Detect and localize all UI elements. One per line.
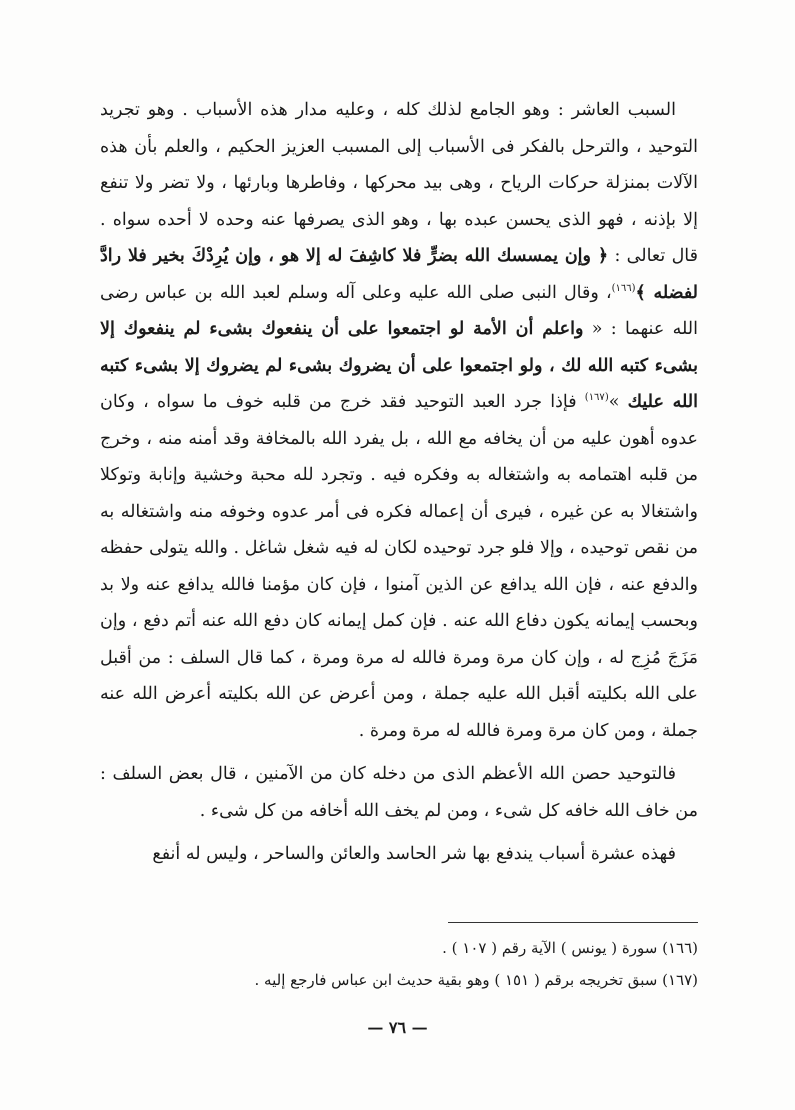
paragraph-3 [100, 836, 698, 873]
quoted-text: واعلم أن الأمة لو اجتمعوا على أن ينفعوك بشىء لم ينفعوك إلا بشىء كتبه الله لك ، ولو اجتمعوا على أن يضروك بشىء لم يضروك إلا بشىء كتبه الله عليك [100, 319, 698, 412]
text-run: فهذه عشرة أسباب يندفع بها شر الحاسد والعائن والساحر ، وليس له أنفع [152, 844, 676, 864]
paragraph-1 [100, 92, 698, 749]
text-run: فالتوحيد حصن الله الأعظم الذى من دخله كان من الآمنين ، قال بعض السلف : من خاف الله خافه كل شىء ، ومن لم يخف الله أخافه من كل شىء . [100, 764, 698, 821]
footnote-166: (١٦٦) سورة ( يونس ) الآية رقم ( ١٠٧ ) . [442, 939, 698, 957]
page-number: — ٧٦ — [367, 1018, 428, 1037]
quoted-text: ﴿ وإن يمسسك الله بضرٍّ فلا كاشِفَ له إلا هو ، وإن يُرِدْكَ بخير فلا رادَّ لفضله ﴾ [100, 246, 698, 303]
paragraph-2 [100, 756, 698, 829]
main-text [100, 92, 698, 873]
text-run: » [608, 392, 628, 412]
footnote-divider [448, 922, 698, 923]
footnote-167: (١٦٧) سبق تخريجه برقم ( ١٥١ ) وهو بقية حديث ابن عباس فارجع إليه . [254, 971, 698, 989]
text-run: ، وقال النبى صلى الله عليه وعلى آله وسلم لعبد الله بن عباس رضى الله عنهما : « [100, 282, 698, 339]
footnote-ref: (١٦٧) [584, 392, 609, 404]
footnote-ref: (١٦٦) [611, 282, 636, 294]
footnotes [100, 932, 698, 996]
text-run: فإذا جرد العبد التوحيد فقد خرج من قلبه خوف ما سواه ، وكان عدوه أهون عليه من أن يخافه مع الله ، بل يفرد الله بالمخافة وقد أمنه منه ، وخرج من قلبه اهتمامه به واشتغاله به وفكره فيه . وتجرد لله محبة وخشية وإنابة وتوكلا واشتغالا به عن غيره ، فيرى أن إعماله فكره فى أمر عدوه وخوفه منه واشتغاله به من نقص توحيده ، وإلا فلو جرد توحيده لكان له فيه شغل شاغل . والله يتولى حفظه والدفع عنه ، فإن الله يدافع عن الذين آمنوا ، فإن كان مؤمنا فالله يدافع عنه ولا بد وبحسب إيمانه يكون دفاع الله عنه . فإن كمل إيمانه كان دفع الله عنه أتم دفع ، وإن مَزَجَ مُزِج له ، وإن كان مرة ومرة فالله له مرة ومرة ، كما قال السلف : من أقبل على الله بكليته أقبل الله عليه جملة ، ومن أعرض عن الله بكليته أعرض الله عنه جملة ، ومن كان مرة ومرة فالله له مرة ومرة . [100, 392, 698, 741]
text-run: السبب العاشر : وهو الجامع لذلك كله ، وعليه مدار هذه الأسباب . وهو تجريد التوحيد ، والترحل بالفكر فى الأسباب إلى المسبب العزيز الحكيم ، والعلم بأن هذه الآلات بمنزلة حركات الرياح ، وهى بيد محركها ، وفاطرها وبارئها ، ولا تضر ولا تنفع إلا بإذنه ، فهو الذى يحسن عبده بها ، وهو الذى يصرفها عنه وحده لا أحده سواه . قال تعالى : [100, 100, 698, 266]
